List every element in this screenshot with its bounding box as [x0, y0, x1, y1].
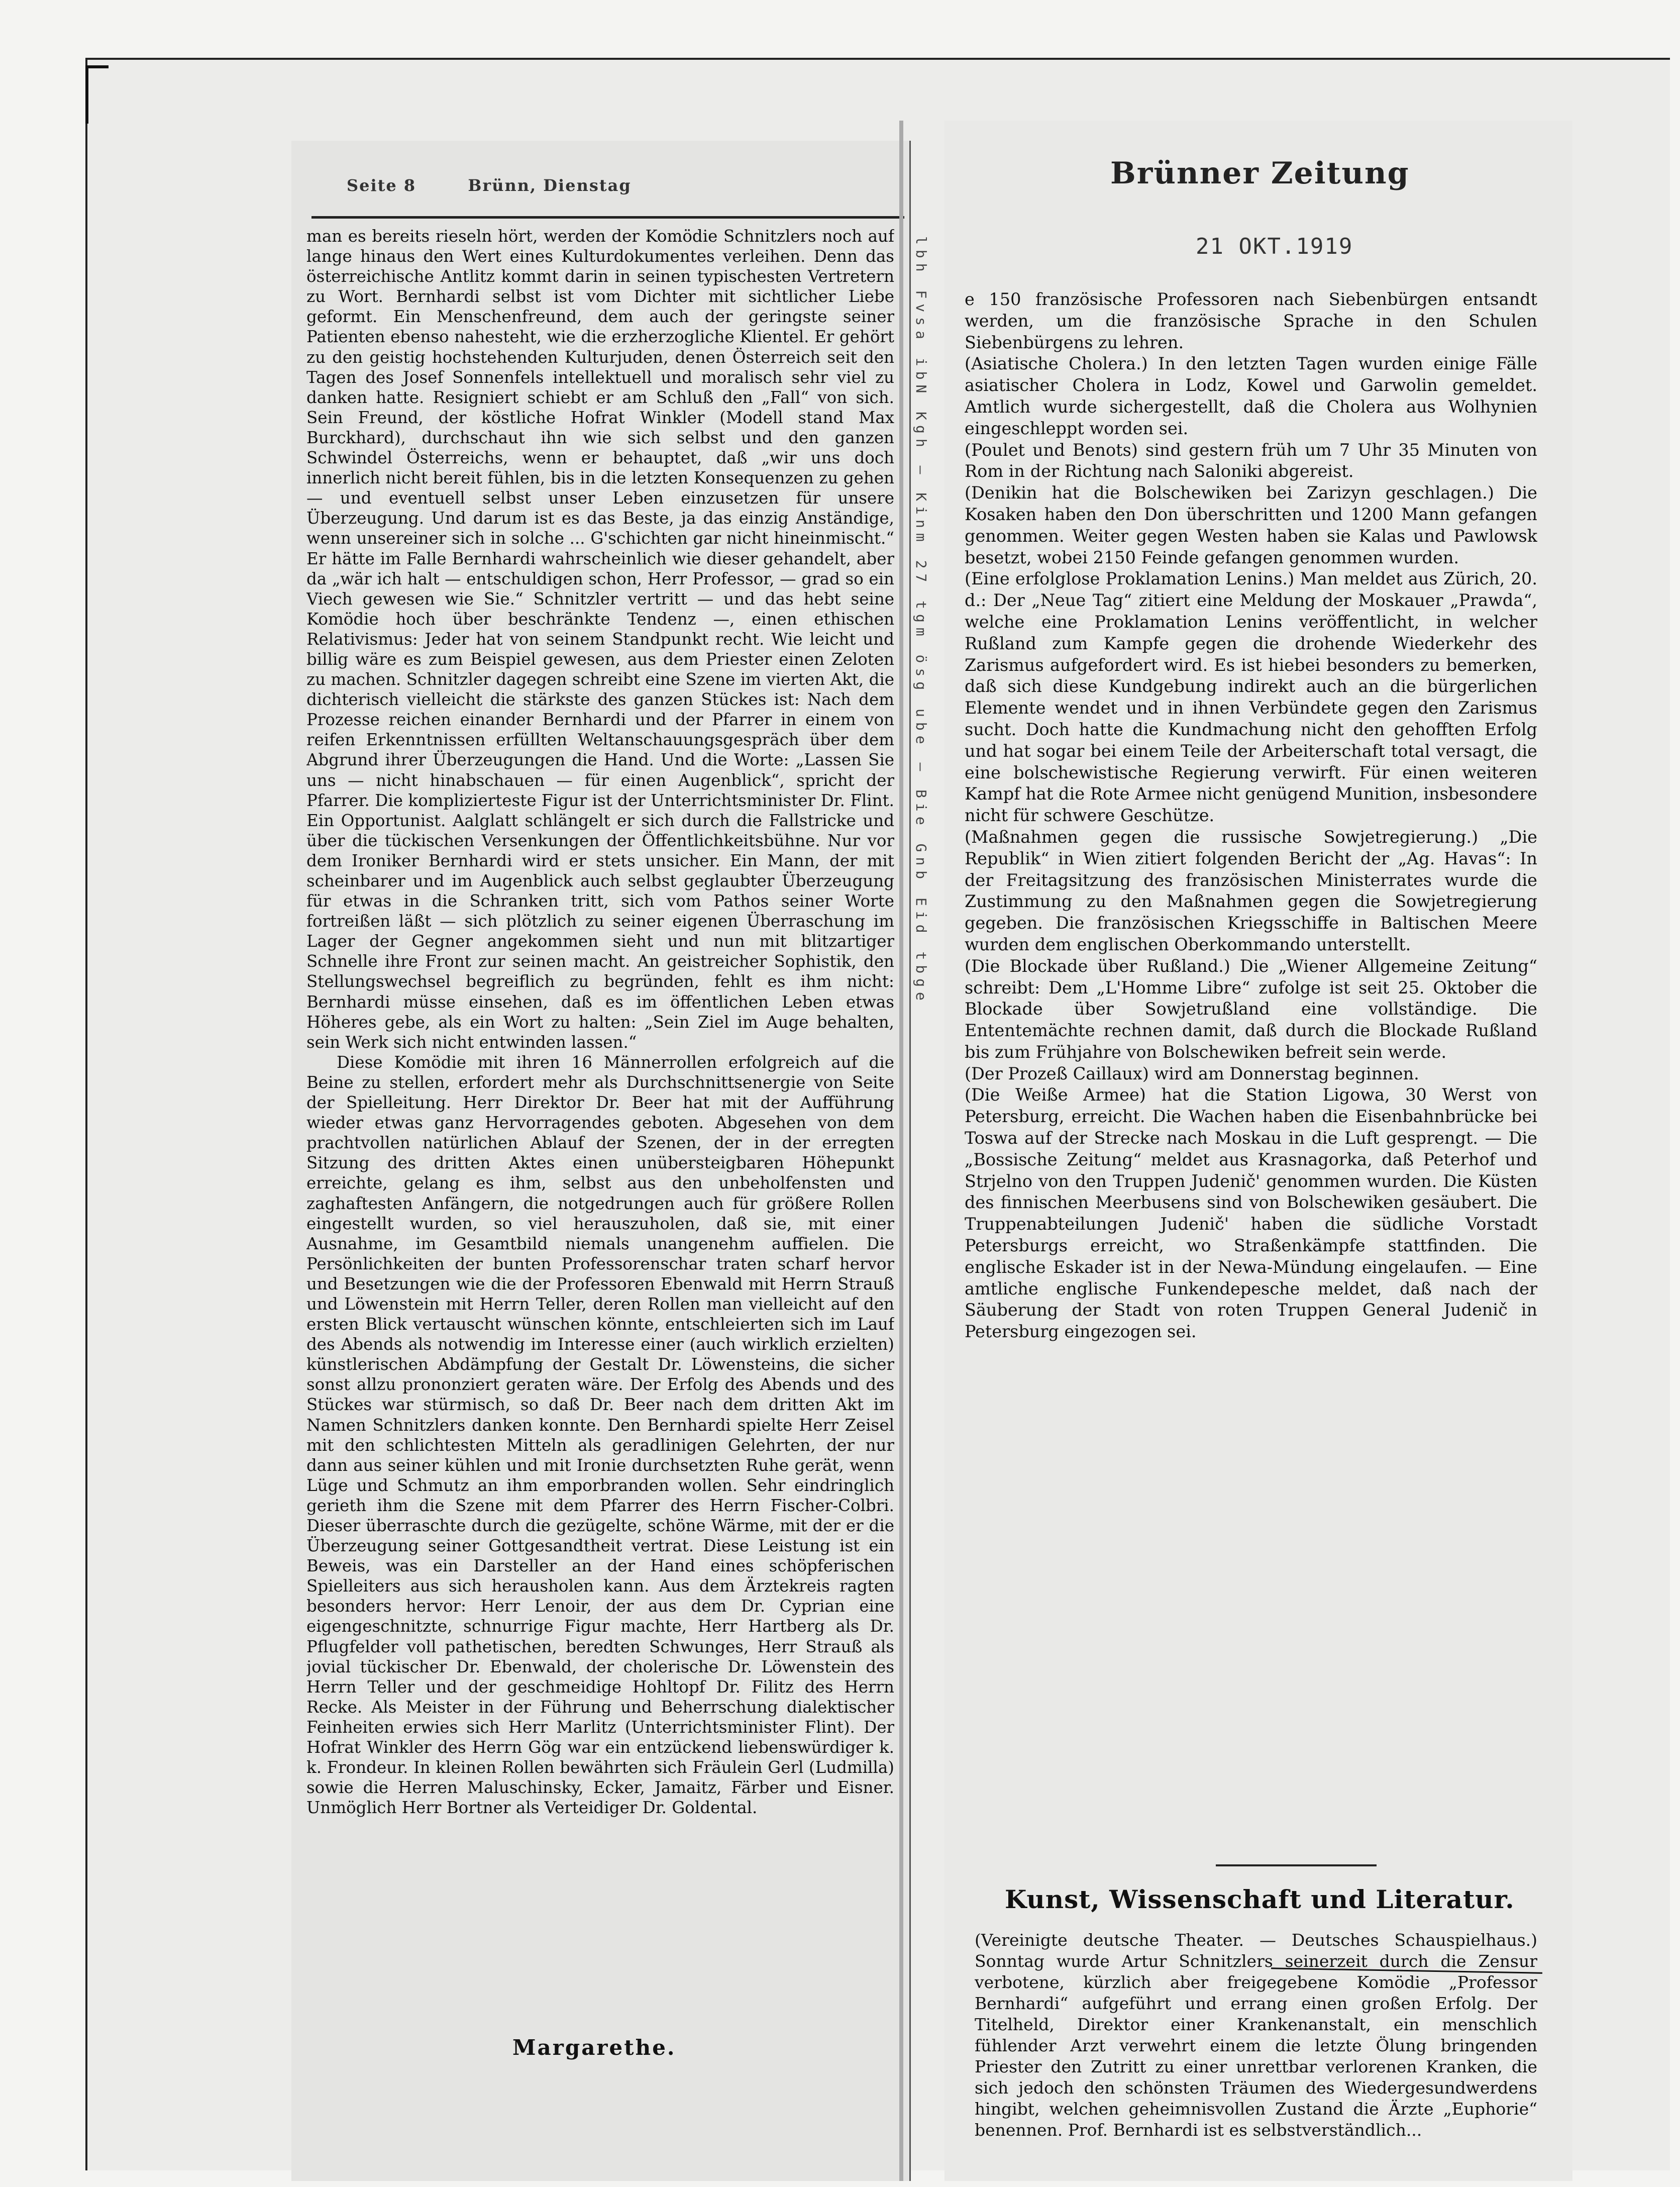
news-item: (Denikin hat die Bolschewiken bei Zarizyn geschlagen.) Die Kosaken haben den Don überschritten und 1200 Mann gefangen genommen. Weiter gegen Westen haben sie Kalas und Pawlowsk besetzt, wobei 2150 Feinde gefangen genommen wurden. — [965, 483, 1537, 567]
section-heading: Kunst, Wissenschaft und Literatur. — [1005, 1884, 1515, 1914]
left-newspaper-page — [291, 141, 911, 2181]
review-paragraph: (Vereinigte deutsche Theater. — Deutsches Schauspielhaus.) Sonntag wurde Artur Schnitzlers seinerzeit durch die Zensur verbotene, kürzlich aber freigegebene Komödie „Professor Bernhardi“ aufgeführt und errang einen großen Erfolg. Der Titelheld, Direktor einer Krankenanstalt, ein menschlich fühlender Arzt verwehrt einem die letzte Ölung bringenden Priester den Zutritt zu einer unrettbar verlorenen Kranken, die sich jedoch den schönsten Träumen des Wiedergesundwerdens hingibt, welchen geheimnisvollen Zustand die Ärzte „Euphorie“ benennen. Prof. Bernhardi ist es selbstverständlich... — [975, 1930, 1537, 2140]
article-column-left — [306, 226, 894, 2085]
section-rule — [1216, 1864, 1377, 1866]
adjacent-column-fragment: lbh Fvsa ibN Kgh — Kinm 27 tgm ösg ube — Bie Gnb Eid tbge — [913, 236, 929, 1006]
article-paragraph: Diese Komödie mit ihren 16 Männerrollen erfolgreich auf die Beine zu stellen, erfordert mehr als Durchschnittsenergie von Seite der Spielleitung. Herr Direktor Dr. Beer hat mit der Aufführung wieder etwas ganz Hervorragendes geboten. Abgesehen von dem prachtvollen natürlichen Ablauf der Szenen, der in der erregten Sitzung des dritten Aktes einen unübersteigbaren Höhepunkt erreichte, gelang es ihm, selbst aus den unbeholfensten und zaghaftesten Anfängern, die notgedrungen auch für größere Rollen eingestellt wurden, so viel herauszuholen, daß sie, mit einer Ausnahme, im Gesamtbild niemals unangenehm auffielen. Die Persönlichkeiten der bunten Professorenschar traten scharf hervor und Besetzungen wie die der Professoren Ebenwald mit Herrn Strauß und Löwenstein mit Herrn Teller, deren Rollen man vielleicht auf den ersten Blick vertauscht wünschen könnte, entschleierten sich im Lauf des Abends als notwendig im Interesse einer (auch wirklich erzielten) künstlerischen Abdämpfung der Gestalt Dr. Löwensteins, die sicher sonst allzu prononziert geraten wäre. Der Erfolg des Abends und des Stückes war stürmisch, so daß Dr. Beer nach dem dritten Akt im Namen Schnitzlers danken konnte. Den Bernhardi spielte Herr Zeisel mit den schlichtesten Mitteln als geradlinigen Gelehrten, der nur dann aus seiner kühlen und mit Ironie durchsetzten Ruhe gerät, wenn Lüge und Schmutz an ihm emporbranden wollen. Sehr eindringlich gerieth ihm die Szene mit dem Pfarrer des Herrn Fischer-Colbri. Dieser überraschte durch die gezügelte, schöne Wärme, mit der er die Überzeugung seiner Gottgesandtheit vertrat. Diese Leistung ist ein Beweis, was ein Darsteller an der Hand eines schöpferischen Spielleiters aus sich herausholen kann. Aus dem Ärztekreis ragten besonders hervor: Herr Lenoir, der aus dem Dr. Cyprian eine eigengeschnitzte, schnurrige Figur machte, Herr Hartberg als Dr. Pflugfelder voll pathetischen, beredten Schwunges, Herr Strauß als jovial tückischer Dr. Ebenwald, der cholerische Dr. Löwenstein des Herrn Teller und der geschmeidige Hohltopf Dr. Filitz des Herrn Recke. Als Meister in der Führung und Beherrschung dialektischer Feinheiten erwies sich Herr Marlitz (Unterrichtsminister Flint). Der Hofrat Winkler des Herrn Gög war ein entzückend liebenswürdiger k. k. Frondeur. In kleinen Rollen bewährten sich Fräulein Gerl (Ludmilla) sowie die Herren Maluschinsky, Ecker, Jamaitz, Färber und Eisner. Unmöglich Herr Bortner als Verteidiger Dr. Goldental. — [306, 1052, 894, 1818]
news-item: (Der Prozeß Caillaux) wird am Donnerstag beginnen. — [965, 1063, 1419, 1083]
newspaper-masthead: Brünner Zeitung — [1110, 156, 1410, 191]
news-column-right — [965, 289, 1537, 1822]
news-item: (Asiatische Cholera.) In den letzten Tagen wurden einige Fälle asiatischer Cholera in Lodz, Kowel und Garwolin gemeldet. Amtlich wurde sichergestellt, daß die Cholera aus Wolhynien eingeschleppt worden sei. — [965, 354, 1537, 438]
page-number: Seite 8 — [347, 176, 416, 195]
news-item: (Die Blockade über Rußland.) Die „Wiener Allgemeine Zeitung“ schreibt: Dem „L'Homme Libre“ zufolge ist seit 25. Oktober die Blockade über Sowjetrußland eine vollständige. Die Ententemächte rechnen damit, daß durch die Blockade Rußland bis zum Frühjahre von Bolschewiken befreit sein werde. — [965, 956, 1537, 1062]
news-item: (Poulet und Benots) sind gestern früh um 7 Uhr 35 Minuten von Rom in der Richtung nach Saloniki abgereist. — [965, 440, 1537, 481]
right-newspaper-clipping — [944, 121, 1572, 2181]
page-dateline: Brünn, Dienstag — [468, 176, 632, 195]
left-page-header — [347, 176, 899, 206]
author-signature: Margarethe. — [512, 2035, 676, 2060]
news-item: (Maßnahmen gegen die russische Sowjetregierung.) „Die Republik“ in Wien zitiert folgenden Bericht der „Ag. Havas“: In der Freitagsitzung des französischen Ministerrates wurde die Zustimmung zu den Maßnahmen gegen die Sowjetregierung gegeben. Die französischen Kriegsschiffe in Baltischen Meere wurden dem englischen Oberkommando unterstellt. — [965, 827, 1537, 954]
article-paragraph: man es bereits rieseln hört, werden der Komödie Schnitzlers noch auf lange hinaus den Wert eines Kulturdokumentes verleihen. Denn das österreichische Antlitz kommt darin in seinen typischesten Vertretern zu Wort. Bernhardi selbst ist vom Dichter mit sichtlicher Liebe geformt. Ein Menschenfreund, dem auch der geringste seiner Patienten ebenso nahesteht, wie die erzherzogliche Klientel. Er gehört zu den geistig hochstehenden Kulturjuden, denen Österreich seit den Tagen des Josef Sonnenfels intellektuell und moralisch sehr viel zu danken hatte. Resigniert schiebt er am Schluß den „Fall“ von sich. Sein Freund, der köstliche Hofrat Winkler (Modell stand Max Burckhard), durchschaut ihn wie sich selbst und den ganzen Schwindel Österreichs, wenn er behauptet, daß „wir uns doch innerlich nicht bereit fühlen, bis in die letzten Konsequenzen zu gehen — und eventuell selbst unser Leben einzusetzen für unsere Überzeugung. Und darum ist es das Beste, ja das einzig Anständige, wenn unsereiner sich in solche ... G'schichten gar nicht hineinmischt.“ Er hätte im Falle Bernhardi wahrscheinlich wie dieser gehandelt, aber da „wär ich halt — entschuldigen schon, Herr Professor, — grad so ein Viech gewesen wie Sie.“ Schnitzler vertritt — und das hebt seine Komödie hoch über beschränkte Tendenz —, einen ethischen Relativismus: Jeder hat von seinem Standpunkt recht. Wie leicht und billig wäre es zum Beispiel gewesen, aus dem Priester einen Zeloten zu machen. Schnitzler dagegen schreibt eine Szene im vierten Akt, die dichterisch vielleicht die stärkste des ganzen Stückes ist: Nach dem Prozesse reichen einander Bernhardi und der Pfarrer in einem von reifen Erkenntnissen erfüllten Weltanschauungsgespräch über dem Abgrund ihrer Überzeugungen die Hand. Und die Worte: „Lassen Sie uns — nicht hinabschauen — für einen Augenblick“, spricht der Pfarrer. Die komplizierteste Figur ist der Unterrichtsminister Dr. Flint. Ein Opportunist. Aalglatt schlängelt er sich durch die Fallstricke und über die tückischen Versenkungen der Öffentlichkeitsbühne. Nur vor dem Ironiker Bernhardi wird er stets unsicher. Ein Mann, der mit scheinbarer und im Augenblick auch selbst geglaubter Überzeugung für etwas in die Schranken tritt, sich vom Pathos seiner Worte fortreißen läßt — sich plötzlich zu seiner eigenen Überraschung im Lager der Gegner angekommen sieht und nun mit blitzartiger Schnelle ihre Front zur seinen macht. An geistreicher Sophistik, den Stellungswechsel begreiflich zu begründen, fehlt es ihm nicht: Bernhardi müsse einsehen, daß es im öffentlichen Leben etwas Höheres gebe, als ein Wort zu halten: „Sein Ziel im Auge behalten, sein Werk sich nicht entwinden lassen.“ — [306, 227, 894, 1052]
news-item: e 150 französische Professoren nach Siebenbürgen entsandt werden, um die französische Sprache in den Schulen Siebenbürgens zu lehren. — [965, 289, 1537, 352]
news-item: (Eine erfolglose Proklamation Lenins.) Man meldet aus Zürich, 20. d.: Der „Neue Tag“ zitiert eine Meldung der Moskauer „Prawda“, welche eine Proklamation Lenins veröffentlicht, in welcher Rußland zum Kampfe gegen die drohende Wiederkehr des Zarismus aufgefordert wird. Es ist hiebei besonders zu bemerken, daß sich diese Kundgebung indirekt auch an die bürgerlichen Elemente wendet und in ihnen Verbündete gegen den Zarismus sucht. Doch hatte die Kundmachung nicht den gehofften Erfolg und hat sogar bei einem Teile der Arbeiterschaft total versagt, die eine bolschewistische Regierung verwirft. Für einen weiteren Kampf hat die Rote Armee nicht genügend Munition, insbesondere nicht für schwere Geschütze. — [965, 569, 1537, 826]
date-stamp: 21 OKT.1919 — [1196, 234, 1353, 259]
crop-corner-mark — [85, 65, 109, 124]
theater-review-column — [975, 1930, 1537, 2171]
header-rule — [311, 216, 904, 219]
news-item: (Die Weiße Armee) hat die Station Ligowa, 30 Werst von Petersburg, erreicht. Die Wachen haben die Eisenbahnbrücke bei Toswa auf der Strecke nach Moskau in die Luft gesprengt. — Die „Bossische Zeitung“ meldet aus Krasnagorka, daß Peterhof und Strjelno von den Truppen Judenič' genommen wurden. Die Küsten des finnischen Meerbusens sind von Bolschewiken gesäubert. Die Truppenabteilungen Judenič' haben die südliche Vorstadt Petersburgs erreicht, wo Straßenkämpfe stattfinden. Die englische Eskader ist in der Newa-Mündung eingelaufen. — Eine amtliche englische Funkendepesche meldet, daß nach der Säuberung der Stadt von roten Truppen General Judenič in Petersburg eingezogen sei. — [965, 1085, 1537, 1342]
